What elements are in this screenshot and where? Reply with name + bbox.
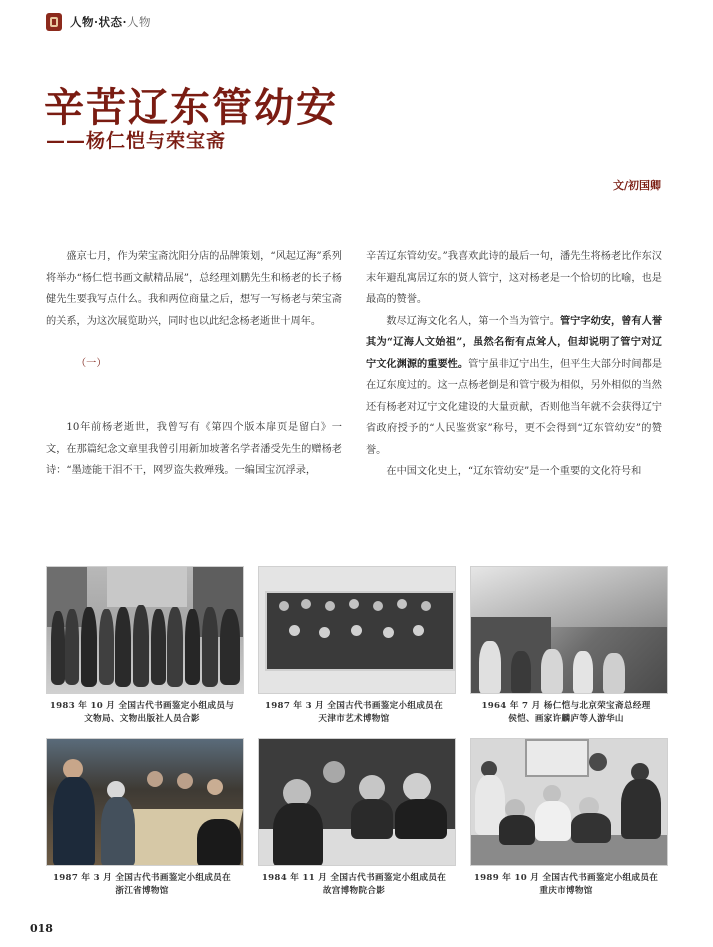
photo bbox=[470, 738, 668, 866]
paragraph bbox=[366, 311, 662, 462]
photo-caption: 1984 年 11 月 全国古代书画鉴定小组成员在 故宫博物院合影 bbox=[261, 873, 447, 896]
paragraph: 在中国文化史上，“辽东管幼安”是一个重要的文化符号和 bbox=[386, 466, 642, 477]
photo bbox=[258, 566, 456, 694]
photo-caption: 1964 年 7 月 杨仁恺与北京荣宝斋总经理 侯恺、画家许麟庐等人游华山 bbox=[481, 701, 651, 724]
section-label bbox=[70, 14, 151, 30]
bold-text-run: 管宁字幼安，曾有人誉其为“辽海人文始祖”，虽然名衔有点耸人，但却说明了管宁对辽宁文化渊源的重要性。 bbox=[366, 314, 663, 370]
article-title: 辛苦辽东管幼安 bbox=[44, 84, 338, 131]
body-column-left bbox=[46, 246, 342, 482]
photo-item bbox=[470, 566, 668, 725]
photo-caption: 1987 年 3 月 全国古代书画鉴定小组成员在 天津市艺术博物馆 bbox=[265, 701, 443, 724]
photo bbox=[46, 738, 244, 866]
section-label-main: 人物·状态· bbox=[70, 15, 128, 29]
photo-caption: 1987 年 3 月 全国古代书画鉴定小组成员在 浙江省博物馆 bbox=[53, 873, 231, 896]
photo-item bbox=[46, 738, 244, 897]
section-number: （一） bbox=[76, 358, 107, 369]
photo-item bbox=[470, 738, 668, 897]
photo-caption: 1983 年 10 月 全国古代书画鉴定小组成员与 文物局、文物出版社人员合影 bbox=[49, 701, 235, 724]
paragraph: 辛苦辽东管幼安。”我喜欢此诗的最后一句，潘先生将杨老比作东汉末年避乱寓居辽东的贤人管宁，这对杨老是一个恰切的比喻，也是最高的赞誉。 bbox=[366, 251, 662, 305]
photo bbox=[46, 566, 244, 694]
text-run: 管宁虽非辽宁出生，但平生大部分时间都是在辽东度过的。这一点杨老倒是和管宁极为相似，另外相似的当然还有杨老对辽宁文化建设的大量贡献，否则他当年就不会获得辽宁省政府授予的“人民鉴赏家”称号，更不会得到“辽东管幼安”的赞誉。 bbox=[366, 358, 663, 456]
photo-caption: 1989 年 10 月 全国古代书画鉴定小组成员在 重庆市博物馆 bbox=[473, 873, 659, 896]
article-subtitle: ——杨仁恺与荣宝斋 bbox=[46, 130, 227, 152]
photo bbox=[258, 738, 456, 866]
body-column-right bbox=[366, 246, 662, 483]
text-run: 数尽辽海文化名人，第一个当为管宁。 bbox=[386, 315, 560, 327]
photo-item bbox=[258, 566, 456, 725]
photo-item bbox=[258, 738, 456, 897]
paragraph: 10年前杨老逝世，我曾写有《第四个版本扉页是留白》一文，在那篇纪念文章里我曾引用新加坡著名学者潘受先生的赠杨老诗：“墨迹能干泪不干，网罗盗失救殚残。一编国宝沉浮录， bbox=[46, 422, 342, 476]
section-label-sub: 人物 bbox=[127, 15, 152, 29]
photo-item bbox=[46, 566, 244, 725]
magazine-logo-icon bbox=[46, 13, 62, 31]
photo bbox=[470, 566, 668, 694]
page-number: 018 bbox=[30, 922, 53, 935]
byline: 文/初国卿 bbox=[612, 179, 661, 192]
section-header bbox=[46, 12, 151, 32]
paragraph: 盛京七月，作为荣宝斋沈阳分店的品牌策划，“风起辽海”系列将举办“杨仁恺书画文献精品展”，总经理刘鹏先生和杨老的长子杨健先生要我写点什么。我和两位商量之后，想写一写杨老与荣宝斋的关系，为这次展览助兴，同时也以此纪念杨老逝世十周年。 bbox=[46, 251, 342, 327]
